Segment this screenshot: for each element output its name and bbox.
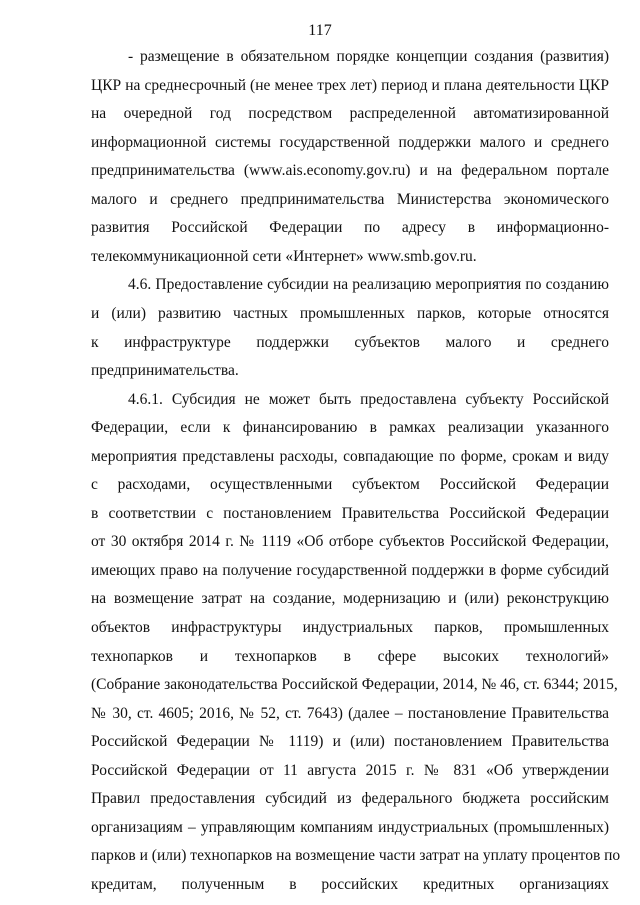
text-line: Федерации, если к финансированию в рамках реализации указанного <box>91 419 609 437</box>
text-line: Правил предоставления субсидий из федерального бюджета российским <box>91 790 609 808</box>
text-line: (Собрание законодательства Российской Федерации, 2014, № 46, ст. 6344; 2015, <box>91 676 618 694</box>
text-line: в соответствии с постановлением Правительства Российской Федерации <box>91 504 609 522</box>
text-line: на очередной год посредством распределенной автоматизированной <box>91 105 609 123</box>
page-number: 117 <box>308 22 332 39</box>
text-line: Российской Федерации от 11 августа 2015 г. № 831 «Об утверждении <box>91 761 609 779</box>
text-line: ЦКР на среднесрочный (не менее трех лет) период и плана деятельности ЦКР <box>91 76 609 94</box>
text-line: и (или) развитию частных промышленных парков, которые относятся <box>91 304 609 322</box>
text-line: от 30 октября 2014 г. № 1119 «Об отборе субъектов Российской Федерации, <box>91 533 609 551</box>
text-line: - размещение в обязательном порядке концепции создания (развития) <box>128 48 609 65</box>
text-line: кредитам, полученным в российских кредитных организациях <box>91 875 609 893</box>
text-line: 4.6.1. Субсидия не может быть предоставлена субъекту Российской <box>128 390 609 408</box>
text-line: организациям – управляющим компаниям индустриальных (промышленных) <box>91 818 609 836</box>
text-line: парков и (или) технопарков на возмещение части затрат на уплату процентов по <box>91 847 621 865</box>
text-line: № 30, ст. 4605; 2016, № 52, ст. 7643) (далее – постановление Правительства <box>91 704 609 722</box>
text-line: телекоммуникационной сети «Интернет» www.smb.gov.ru. <box>91 247 477 265</box>
text-line: предпринимательства. <box>91 362 239 380</box>
text-line: 4.6. Предоставление субсидии на реализацию мероприятия по созданию <box>128 276 609 294</box>
text-line: малого и среднего предпринимательства Министерства экономического <box>91 190 609 208</box>
text-line: развития Российской Федерации по адресу в информационно- <box>91 219 609 237</box>
text-line: на возмещение затрат на создание, модернизацию и (или) реконструкцию <box>91 590 609 608</box>
text-line: к инфраструктуре поддержки субъектов малого и среднего <box>91 333 609 351</box>
text-line: информационной системы государственной поддержки малого и среднего <box>91 133 609 151</box>
text-line: мероприятия представлены расходы, совпадающие по форме, срокам и виду <box>91 447 609 465</box>
text-line: с расходами, осуществленными субъектом Российской Федерации <box>91 476 609 494</box>
text-line: Российской Федерации № 1119) и (или) постановлением Правительства <box>91 733 609 751</box>
text-line: предпринимательства (www.ais.economy.gov.ru) и на федеральном портале <box>91 162 609 180</box>
text-line: объектов инфраструктуры индустриальных парков, промышленных <box>91 619 609 636</box>
text-line: имеющих право на получение государственной поддержки в форме субсидий <box>91 561 609 579</box>
text-line: технопарков и технопарков в сфере высоких технологий» <box>91 647 609 665</box>
